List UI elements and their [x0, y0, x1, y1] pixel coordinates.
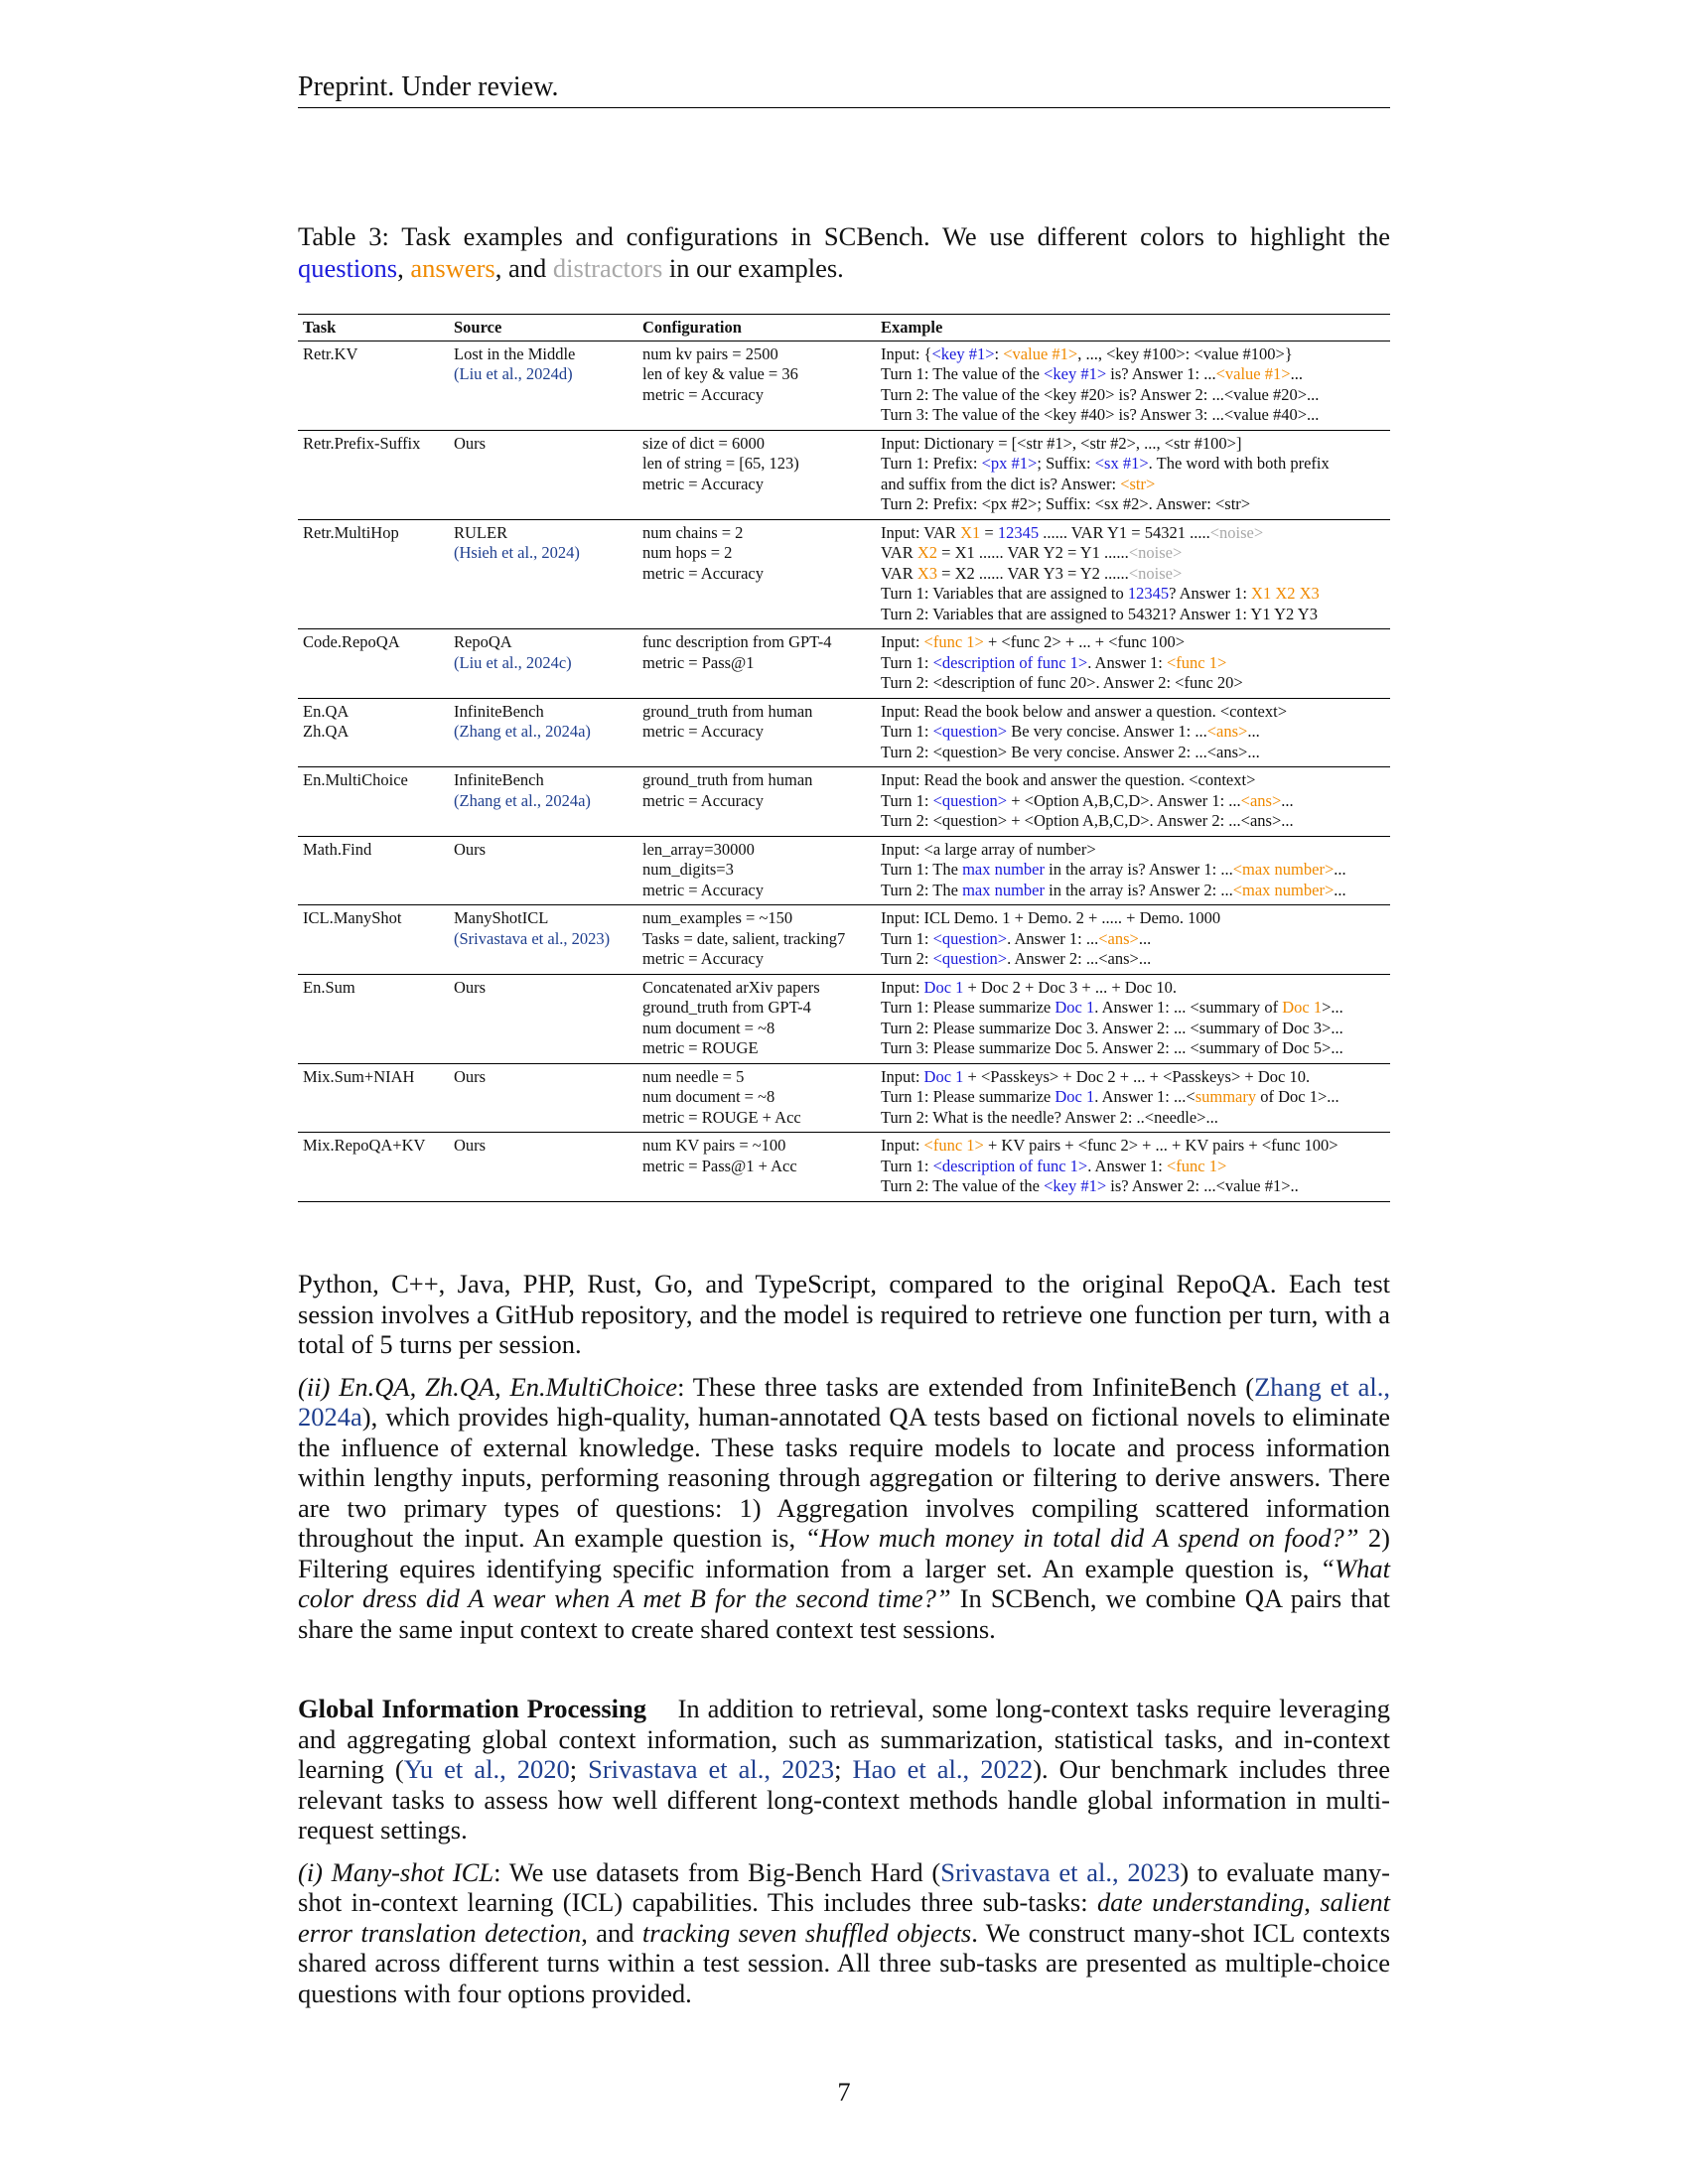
answer-text: Doc 1: [1282, 998, 1323, 1017]
config-line: ground_truth from GPT-4: [642, 998, 811, 1017]
example-text: Turn 3: The value of the <key #40> is? Answer 3: ...<value #40>...: [881, 405, 1320, 424]
example-line: [881, 791, 1385, 812]
task-cell: [298, 341, 449, 430]
task-cell: [298, 905, 449, 975]
source-cell: [449, 905, 637, 975]
example-text: ...: [1334, 880, 1346, 899]
configuration-cell: [637, 974, 876, 1063]
configuration-cell: [637, 836, 876, 905]
question-text: Doc 1: [923, 1066, 964, 1086]
example-line: [881, 632, 1385, 653]
example-text: and suffix from the dict is? Answer:: [881, 474, 1121, 493]
configuration-cell: [637, 698, 876, 767]
example-line: [881, 770, 1385, 791]
citation-link[interactable]: Hao et al., 2022: [852, 1754, 1034, 1784]
source-cell: [449, 629, 637, 699]
config-line: len of key & value = 36: [642, 364, 798, 383]
answer-text: <func 1>: [1166, 652, 1227, 672]
example-text: Input: Read the book below and answer a question. <context>: [881, 701, 1288, 721]
source-name: RULER: [454, 522, 508, 542]
table-row: [298, 629, 1390, 699]
example-cell: [876, 905, 1390, 975]
example-text: + <Passkeys> + Doc 2 + ... + <Passkeys> + Doc 10.: [963, 1066, 1311, 1086]
config-line: num_digits=3: [642, 860, 734, 879]
config-line: metric = Accuracy: [642, 474, 764, 493]
question-text: Doc 1: [923, 977, 964, 997]
example-text: . Answer 1: ...<: [1094, 1087, 1196, 1106]
legend-questions: questions: [298, 253, 398, 283]
question-text: <sx #1>: [1094, 454, 1149, 473]
table-row: [298, 341, 1390, 430]
paragraph-repoqa: Python, C++, Java, PHP, Rust, Go, and TypeScript, compared to the original RepoQA. Each test session involves a GitHub repository, and the model is required to retrieve one function per turn, with a total of 5 turns per session.: [298, 1269, 1390, 1359]
answer-text: <func 1>: [1166, 1156, 1227, 1175]
answer-text: X1 X2 X3: [1251, 584, 1320, 603]
citation-link[interactable]: Yu et al., 2020: [403, 1754, 570, 1784]
example-line: [881, 1019, 1385, 1039]
distractor-text: <noise>: [1128, 563, 1183, 583]
example-text: Turn 2: <question> + <Option A,B,C,D>. Answer 2: ...<ans>...: [881, 811, 1294, 830]
example-text: . Answer 1:: [1087, 1156, 1167, 1175]
example-text: Input: VAR: [881, 522, 961, 542]
config-line: ground_truth from human: [642, 770, 813, 789]
task-name: Retr.KV: [303, 343, 358, 363]
example-text: Turn 1: The value of the: [881, 364, 1045, 383]
configuration-cell: [637, 905, 876, 975]
config-line: len of string = [65, 123): [642, 454, 799, 473]
example-cell: [876, 698, 1390, 767]
task-name: Code.RepoQA: [303, 632, 400, 651]
table-row: [298, 767, 1390, 837]
configuration-cell: [637, 1063, 876, 1133]
source-name: InfiniteBench: [454, 701, 544, 721]
question-text: <description of func 1>: [932, 652, 1088, 672]
example-line: [881, 929, 1385, 950]
question-text: 12345: [997, 522, 1040, 542]
task-name: En.QA: [303, 701, 350, 721]
config-line: metric = ROUGE: [642, 1038, 759, 1057]
example-text: Input: Read the book and answer the question. <context>: [881, 770, 1256, 789]
table-row: [298, 974, 1390, 1063]
example-text: Input: {: [881, 343, 932, 363]
task-cell: [298, 629, 449, 699]
example-line: [881, 1136, 1385, 1157]
example-line: [881, 998, 1385, 1019]
example-line: [881, 1108, 1385, 1129]
example-line: [881, 881, 1385, 901]
example-text: VAR: [881, 543, 917, 562]
example-line: [881, 494, 1385, 515]
task-cell: [298, 836, 449, 905]
example-text: Turn 2:: [881, 949, 933, 968]
example-text: . Answer 1:: [1087, 652, 1167, 672]
legend-answers: answers: [410, 253, 495, 283]
config-line: Concatenated arXiv papers: [642, 977, 820, 997]
question-text: max number: [962, 880, 1045, 899]
source-name: Ours: [454, 433, 487, 453]
col-header-example: Example: [876, 315, 1390, 341]
source-cell: [449, 767, 637, 837]
question-text: Doc 1: [1055, 998, 1095, 1017]
example-text: Input:: [881, 1066, 924, 1086]
citation-link[interactable]: (Zhang et al., 2024a): [454, 790, 591, 810]
example-text: ...: [1281, 790, 1294, 810]
table-row: [298, 698, 1390, 767]
example-line: [881, 722, 1385, 743]
task-name: Zh.QA: [303, 722, 350, 741]
configuration-cell: [637, 519, 876, 629]
example-text: >...: [1322, 998, 1343, 1017]
example-cell: [876, 836, 1390, 905]
question-text: <description of func 1>: [932, 1156, 1088, 1175]
source-name: Lost in the Middle: [454, 343, 576, 363]
source-name: ManyShotICL: [454, 908, 549, 927]
config-line: num hops = 2: [642, 543, 733, 562]
source-name: Ours: [454, 977, 487, 997]
example-text: ...: [1138, 928, 1152, 948]
source-name: RepoQA: [454, 632, 512, 651]
example-line: [881, 605, 1385, 625]
config-line: size of dict = 6000: [642, 433, 765, 453]
task-cell: [298, 430, 449, 519]
table-row: [298, 1063, 1390, 1133]
example-text: Input:: [881, 632, 924, 651]
example-line: [881, 385, 1385, 406]
example-text: Input: <a large array of number>: [881, 839, 1096, 859]
example-text: in the array is? Answer 1: ...: [1045, 860, 1233, 879]
config-line: num KV pairs = ~100: [642, 1136, 786, 1155]
example-cell: [876, 974, 1390, 1063]
configuration-cell: [637, 629, 876, 699]
example-line: [881, 364, 1385, 385]
question-text: <question>: [932, 928, 1008, 948]
example-line: [881, 543, 1385, 564]
example-line: [881, 978, 1385, 999]
example-line: [881, 475, 1385, 495]
citation-link[interactable]: Zhang et al., 2024a: [298, 1371, 1390, 1432]
citation-link[interactable]: (Liu et al., 2024c): [454, 652, 572, 672]
configuration-cell: [637, 430, 876, 519]
task-cell: [298, 698, 449, 767]
example-text: Be very concise. Answer 1: ...: [1007, 722, 1207, 741]
example-text: Input: Dictionary = [<str #1>, <str #2>, ..., <str #100>]: [881, 433, 1242, 453]
source-cell: [449, 341, 637, 430]
example-text: :: [994, 343, 1004, 363]
example-text: ...... VAR Y1 = 54321 .....: [1039, 522, 1210, 542]
question-text: <px #1>: [981, 454, 1038, 473]
question-text: <key #1>: [931, 343, 995, 363]
answer-text: X3: [916, 563, 938, 583]
example-text: Turn 1:: [881, 928, 933, 948]
config-line: num needle = 5: [642, 1066, 745, 1086]
answer-text: <max number>: [1232, 860, 1335, 879]
example-text: + <func 2> + ... + <func 100>: [983, 632, 1186, 651]
example-text: Turn 1:: [881, 722, 933, 741]
answer-text: summary: [1195, 1087, 1257, 1106]
answer-text: <ans>: [1240, 790, 1282, 810]
task-cell: [298, 767, 449, 837]
answer-text: <max number>: [1232, 880, 1335, 899]
example-cell: [876, 1133, 1390, 1202]
example-text: in the array is? Answer 2: ...: [1045, 880, 1233, 899]
config-line: num document = ~8: [642, 1087, 775, 1106]
config-line: Tasks = date, salient, tracking7: [642, 928, 846, 948]
example-line: [881, 811, 1385, 832]
example-text: Input:: [881, 1136, 924, 1155]
table-row: [298, 430, 1390, 519]
config-line: metric = Accuracy: [642, 563, 764, 583]
example-text: Turn 3: Please summarize Doc 5. Answer 2: ... <summary of Doc 5>...: [881, 1038, 1343, 1057]
example-line: [881, 523, 1385, 544]
table-row: [298, 519, 1390, 629]
example-text: ...: [1247, 722, 1260, 741]
table-row: [298, 1133, 1390, 1202]
answer-text: <value #1>: [1215, 364, 1291, 383]
example-text: Turn 2: Please summarize Doc 3. Answer 2: ... <summary of Doc 3>...: [881, 1018, 1343, 1037]
question-text: <question>: [932, 722, 1008, 741]
task-name: Mix.RepoQA+KV: [303, 1136, 426, 1155]
citation-link[interactable]: Srivastava et al., 2023: [588, 1754, 835, 1784]
example-line: [881, 1087, 1385, 1108]
question-text: <question>: [932, 949, 1008, 968]
configuration-cell: [637, 767, 876, 837]
answer-text: <str>: [1120, 474, 1156, 493]
example-text: ...: [1290, 364, 1303, 383]
col-header-source: Source: [449, 315, 637, 341]
example-text: . The word with both prefix: [1148, 454, 1330, 473]
task-name: En.MultiChoice: [303, 770, 408, 789]
task-cell: [298, 974, 449, 1063]
example-text: Turn 2: <question> Be very concise. Answer 2: ...<ans>...: [881, 742, 1260, 761]
example-line: [881, 653, 1385, 674]
answer-text: <value #1>: [1003, 343, 1078, 363]
task-name: Retr.Prefix-Suffix: [303, 433, 421, 453]
question-text: <key #1>: [1044, 1176, 1107, 1195]
example-text: = X2 ...... VAR Y3 = Y2 ......: [937, 563, 1129, 583]
example-line: [881, 1067, 1385, 1088]
example-text: . Answer 2: ...<ans>...: [1007, 949, 1152, 968]
table-caption: Table 3: Task examples and configurations in SCBench. We use different colors to highlight the questions, answers, and distractors in our examples.: [298, 221, 1390, 283]
config-line: metric = ROUGE + Acc: [642, 1107, 801, 1127]
task-cell: [298, 1063, 449, 1133]
example-text: Turn 1: Please summarize: [881, 998, 1055, 1017]
example-line: [881, 673, 1385, 694]
example-line: [881, 434, 1385, 455]
example-line: [881, 1157, 1385, 1177]
example-line: [881, 1176, 1385, 1197]
page-number: 7: [837, 2077, 851, 2107]
config-line: metric = Pass@1 + Acc: [642, 1156, 797, 1175]
example-text: Turn 1: Please summarize: [881, 1087, 1055, 1106]
table-row: [298, 905, 1390, 975]
example-text: Turn 2: <description of func 20>. Answer 2: <func 20>: [881, 673, 1243, 692]
col-header-configuration: Configuration: [637, 315, 876, 341]
example-text: of Doc 1>...: [1256, 1087, 1339, 1106]
config-line: func description from GPT-4: [642, 632, 832, 651]
answer-text: <func 1>: [923, 632, 984, 651]
example-line: [881, 908, 1385, 929]
source-cell: [449, 430, 637, 519]
source-cell: [449, 1063, 637, 1133]
example-line: [881, 743, 1385, 763]
citation-link[interactable]: (Srivastava et al., 2023): [454, 928, 611, 948]
example-text: Turn 2: The value of the <key #20> is? Answer 2: ...<value #20>...: [881, 384, 1320, 404]
source-name: Ours: [454, 839, 487, 859]
example-text: Turn 1: Variables that are assigned to: [881, 584, 1128, 603]
config-line: metric = Accuracy: [642, 722, 764, 741]
body-text-lower: [298, 1694, 1390, 2020]
example-cell: [876, 1063, 1390, 1133]
task-name: En.Sum: [303, 977, 355, 997]
example-text: Turn 2: What is the needle? Answer 2: ..<needle>...: [881, 1107, 1218, 1127]
source-name: Ours: [454, 1136, 487, 1155]
running-header: Preprint. Under review.: [298, 69, 1390, 108]
example-cell: [876, 629, 1390, 699]
legend-distractors: distractors: [552, 253, 663, 283]
example-text: is? Answer 2: ...<value #1>..: [1106, 1176, 1299, 1195]
source-name: InfiniteBench: [454, 770, 544, 789]
example-line: [881, 949, 1385, 970]
task-cell: [298, 519, 449, 629]
example-line: [881, 1038, 1385, 1059]
distractor-text: <noise>: [1128, 543, 1183, 562]
example-cell: [876, 430, 1390, 519]
example-cell: [876, 341, 1390, 430]
citation-link[interactable]: (Zhang et al., 2024a): [454, 722, 591, 741]
example-text: VAR: [881, 563, 917, 583]
table-body: [298, 341, 1390, 1201]
config-line: num_examples = ~150: [642, 908, 793, 927]
source-cell: [449, 519, 637, 629]
task-cell: [298, 1133, 449, 1202]
citation-link[interactable]: (Hsieh et al., 2024): [454, 543, 580, 562]
example-line: [881, 702, 1385, 723]
example-line: [881, 564, 1385, 585]
answer-text: X2: [916, 543, 938, 562]
answer-text: <ans>: [1098, 928, 1139, 948]
config-line: num chains = 2: [642, 522, 744, 542]
distractor-text: <noise>: [1209, 522, 1264, 542]
table-row: [298, 836, 1390, 905]
example-text: Turn 2: The: [881, 880, 963, 899]
example-text: Turn 1: The: [881, 860, 963, 879]
task-name: ICL.ManyShot: [303, 908, 402, 927]
question-text: 12345: [1127, 584, 1170, 603]
example-text: + <Option A,B,C,D>. Answer 1: ...: [1007, 790, 1241, 810]
source-name: Ours: [454, 1066, 487, 1086]
source-cell: [449, 1133, 637, 1202]
example-text: . Answer 1: ...: [1007, 928, 1099, 948]
question-text: <key #1>: [1044, 364, 1107, 383]
answer-text: X1: [960, 522, 981, 542]
paragraph-global-info: Global Information Processing In addition to retrieval, some long-context tasks require leveraging and aggregating global context information, such as summarization, statistical tasks, and in-context learning (Yu et al., 2020; Srivastava et al., 2023; Hao et al., 2022). Our benchmark includes three relevant tasks to assess how well different long-context methods handle global information in multi-request settings.: [298, 1694, 1391, 1844]
paragraph-qa-tasks: (ii) En.QA, Zh.QA, En.MultiChoice: These three tasks are extended from InfiniteBench (Zhang et al., 2024a), which provides high-quality, human-annotated QA tests based on fictional novels to eliminate the influence of external knowledge. These tasks require models to locate and process information within lengthy inputs, performing reasoning through aggregation or filtering to derive answers. There are two primary types of questions: 1) Aggregation involves compiling scattered information throughout the input. An example question is, “How much money in total did A spend on food?” 2) Filtering equires identifying specific information from a larger set. An example question is, “What color dress did A wear when A met B for the second time?” In SCBench, we combine QA pairs that share the same input context to create shared context test sessions.: [298, 1371, 1391, 1644]
example-text: ; Suffix:: [1037, 454, 1095, 473]
answer-text: <ans>: [1206, 722, 1248, 741]
config-line: metric = Accuracy: [642, 949, 764, 968]
example-cell: [876, 519, 1390, 629]
source-cell: [449, 974, 637, 1063]
citation-link[interactable]: Srivastava et al., 2023: [940, 1856, 1181, 1887]
question-text: Doc 1: [1055, 1087, 1095, 1106]
example-text: ...: [1334, 860, 1346, 879]
paragraph-many-shot-icl: (i) Many-shot ICL: We use datasets from Big-Bench Hard (Srivastava et al., 2023) to evaluate many-shot in-context learning (ICL) capabilities. This includes three sub-tasks: date understanding, salient error translation detection, and tracking seven shuffled objects. We construct many-shot ICL contexts shared across different turns within a test session. All three sub-tasks are presented as multiple-choice questions with four options provided.: [298, 1856, 1391, 2008]
example-text: + KV pairs + <func 2> + ... + KV pairs + <func 100>: [983, 1136, 1338, 1155]
col-header-task: Task: [298, 315, 449, 341]
answer-text: <func 1>: [923, 1136, 984, 1155]
example-text: = X1 ...... VAR Y2 = Y1 ......: [937, 543, 1129, 562]
example-text: Turn 1:: [881, 652, 933, 672]
source-cell: [449, 698, 637, 767]
config-line: ground_truth from human: [642, 701, 813, 721]
body-text-upper: [298, 1269, 1390, 1656]
config-line: metric = Accuracy: [642, 790, 764, 810]
table-header-row: [298, 315, 1390, 341]
example-line: [881, 405, 1385, 426]
config-line: metric = Accuracy: [642, 880, 764, 899]
example-text: ? Answer 1:: [1169, 584, 1252, 603]
question-text: <question>: [932, 790, 1008, 810]
example-cell: [876, 767, 1390, 837]
example-line: [881, 454, 1385, 475]
task-name: Math.Find: [303, 839, 372, 859]
example-text: + Doc 2 + Doc 3 + ... + Doc 10.: [963, 977, 1177, 997]
config-line: len_array=30000: [642, 839, 755, 859]
citation-link[interactable]: (Liu et al., 2024d): [454, 364, 573, 383]
task-name: Mix.Sum+NIAH: [303, 1066, 415, 1086]
example-line: [881, 584, 1385, 605]
configuration-cell: [637, 1133, 876, 1202]
section-heading: Global Information Processing: [298, 1694, 646, 1723]
example-text: Input:: [881, 977, 924, 997]
example-text: Turn 2: The value of the: [881, 1176, 1045, 1195]
example-text: Turn 2: Variables that are assigned to 54321? Answer 1: Y1 Y2 Y3: [881, 604, 1318, 623]
configuration-cell: [637, 341, 876, 430]
task-table: [298, 314, 1390, 1202]
example-text: Turn 2: Prefix: <px #2>; Suffix: <sx #2>. Answer: <str>: [881, 494, 1251, 513]
config-line: num document = ~8: [642, 1018, 775, 1037]
example-text: Turn 1:: [881, 1156, 933, 1175]
example-line: [881, 840, 1385, 861]
config-line: metric = Accuracy: [642, 384, 764, 404]
config-line: num kv pairs = 2500: [642, 343, 778, 363]
example-line: [881, 860, 1385, 881]
question-text: max number: [962, 860, 1045, 879]
example-text: Input: ICL Demo. 1 + Demo. 2 + ..... + Demo. 1000: [881, 908, 1221, 927]
task-name: Retr.MultiHop: [303, 522, 399, 542]
source-cell: [449, 836, 637, 905]
example-text: . Answer 1: ... <summary of: [1094, 998, 1283, 1017]
example-text: =: [980, 522, 998, 542]
example-text: Turn 1:: [881, 790, 933, 810]
example-text: , ..., <key #100>: <value #100>}: [1077, 343, 1293, 363]
example-text: is? Answer 1: ...: [1106, 364, 1216, 383]
config-line: metric = Pass@1: [642, 652, 755, 672]
example-text: Turn 1: Prefix:: [881, 454, 982, 473]
example-line: [881, 344, 1385, 365]
